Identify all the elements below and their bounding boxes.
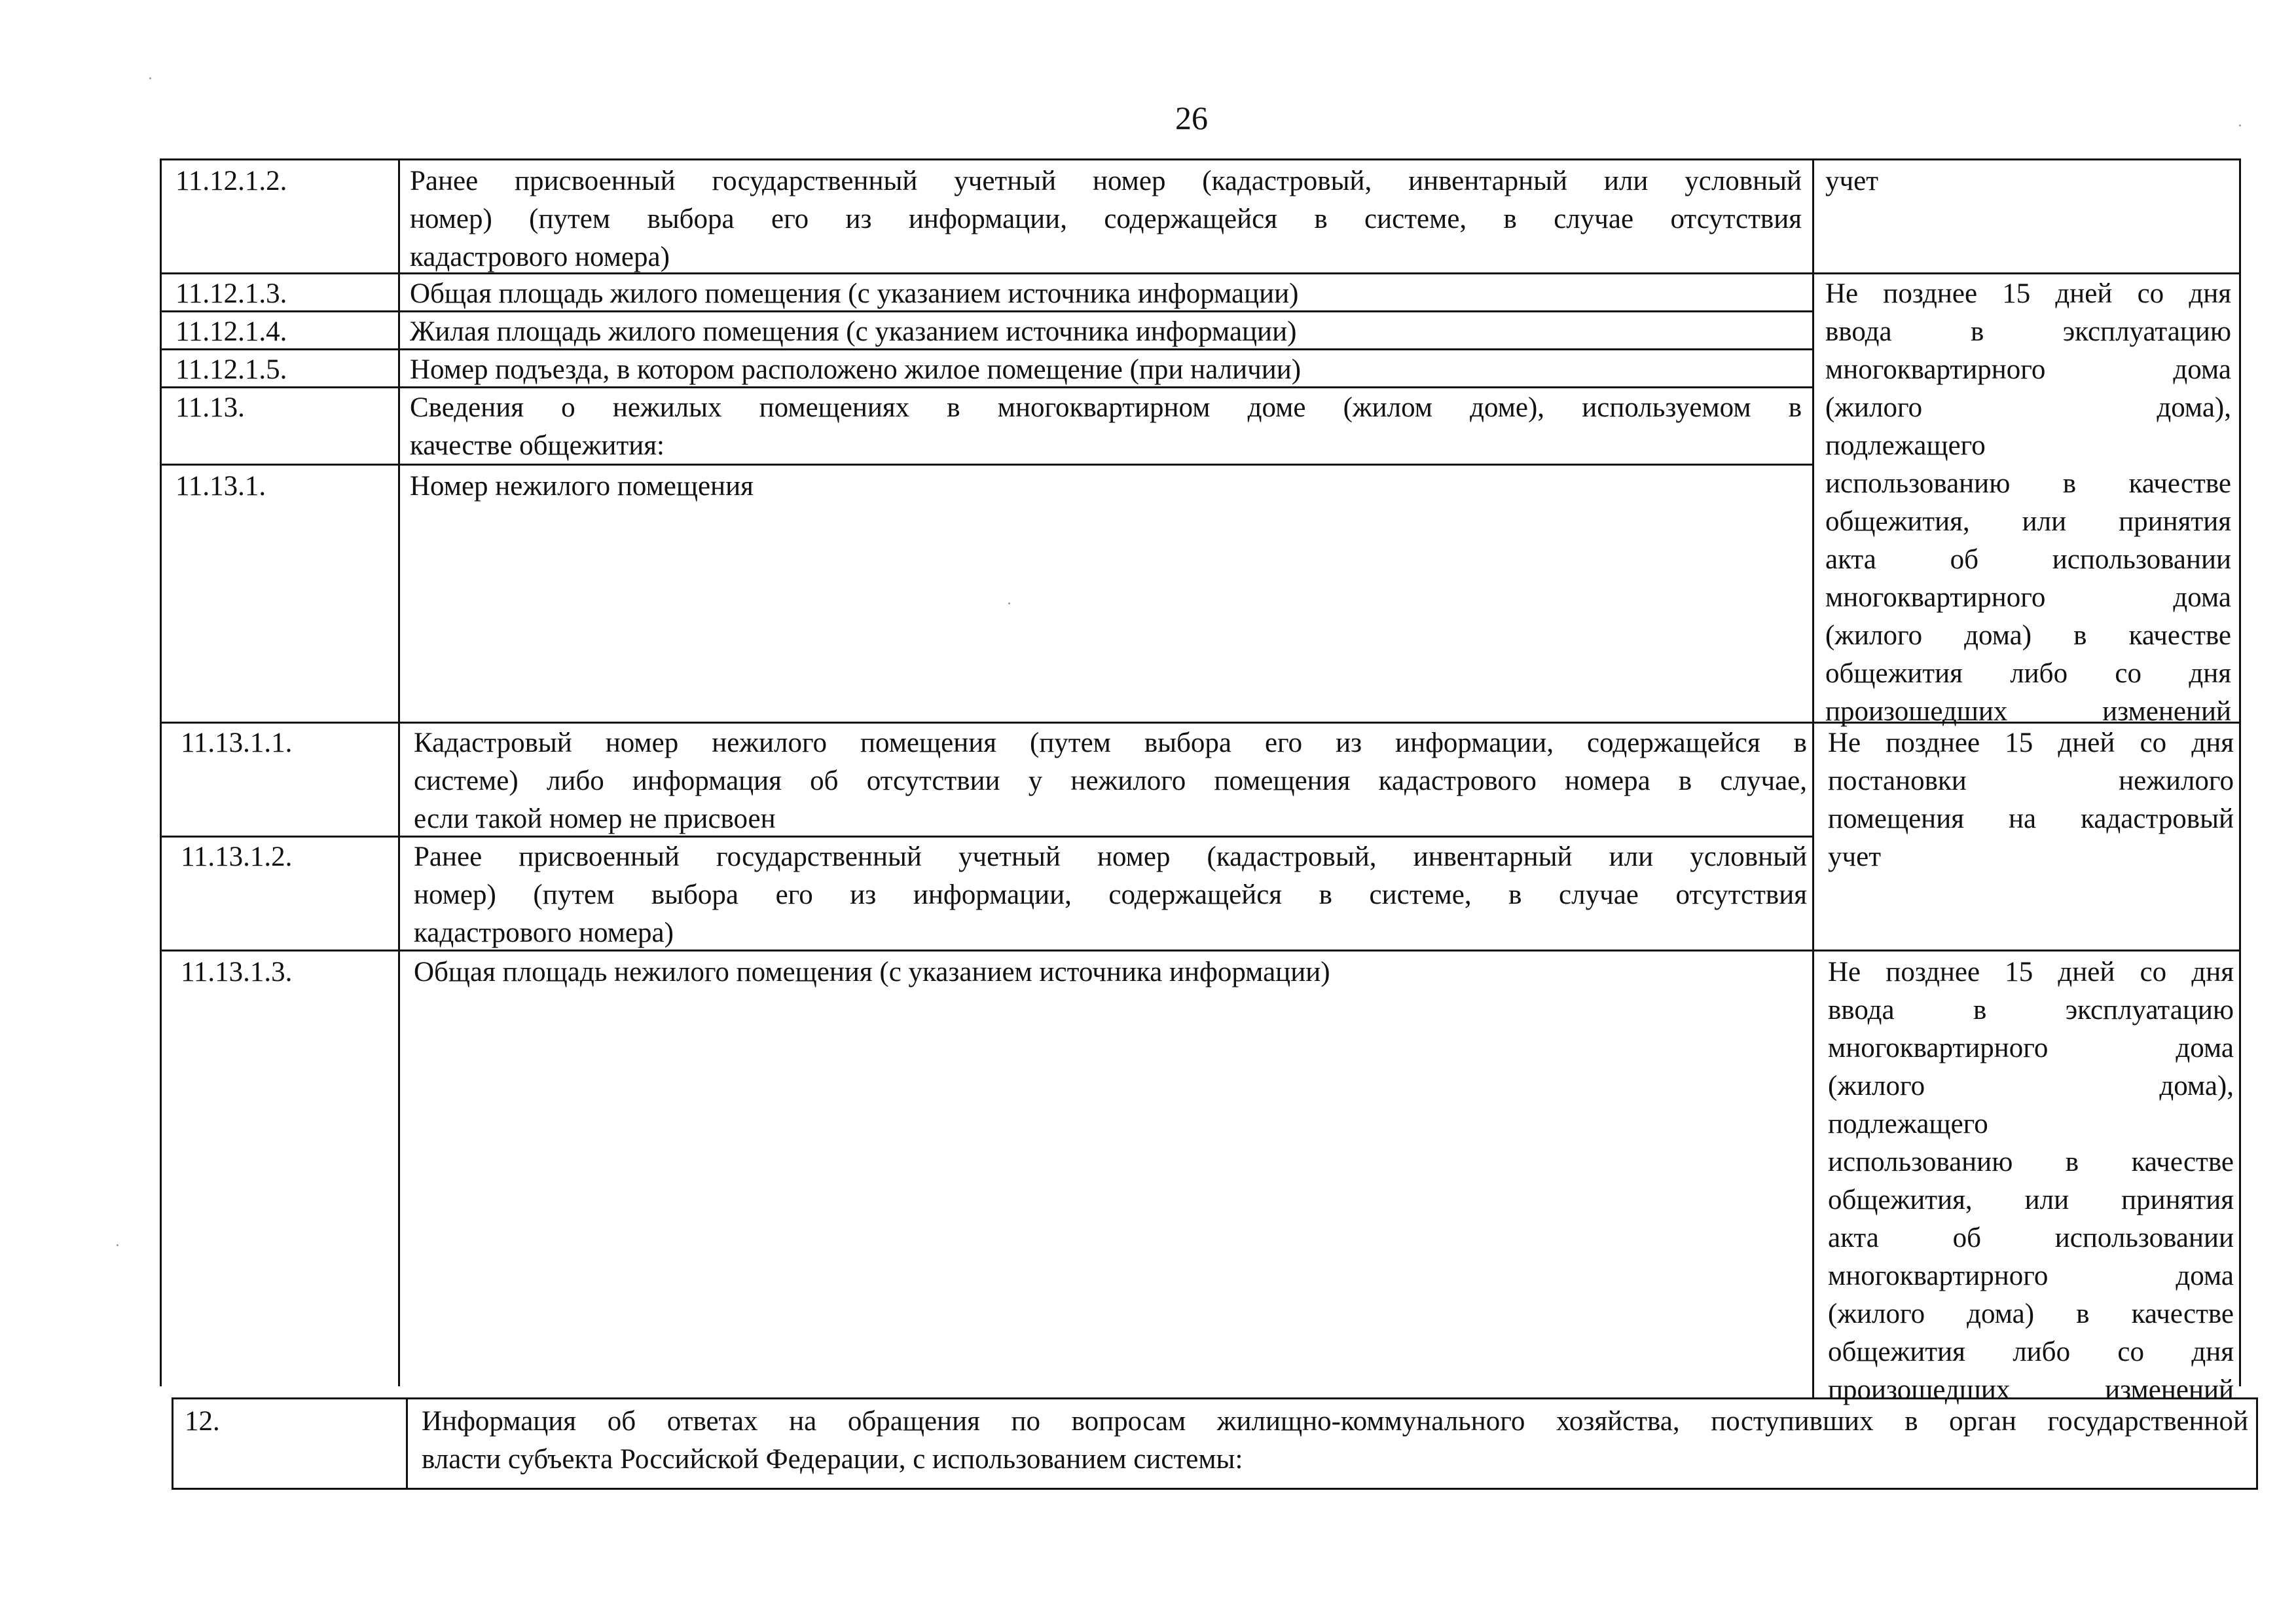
term-line: общежития либо со дня [1828, 1337, 2234, 1367]
term-line: Не позднее 15 дней со дня [1828, 957, 2234, 987]
term-line: многоквартирного дома [1828, 1261, 2234, 1291]
term-line: (жилого дома) в качестве [1828, 1299, 2234, 1329]
last-row-divider [406, 1399, 408, 1489]
row-number: 11.13. [175, 392, 245, 423]
row-number: 11.13.1.1. [181, 728, 293, 758]
scan-speck [117, 1244, 118, 1246]
row-number: 12. [185, 1406, 220, 1437]
row-description [414, 838, 1807, 952]
last-row-left-border [172, 1399, 173, 1489]
term-line: подлежащего [1828, 1109, 1988, 1139]
table-border-left [160, 158, 162, 1386]
scan-speck [1008, 602, 1010, 604]
row-description: Общая площадь жилого помещения (с указанием источника информации) [410, 278, 1299, 309]
description-line: власти субъекта Российской Федерации, с использованием системы: [422, 1444, 1243, 1475]
row-number: 11.12.1.3. [175, 278, 287, 309]
term-line: учет [1825, 166, 1879, 196]
term-line: акта об использовании [1825, 544, 2231, 575]
term-line: (жилого дома) в качестве [1825, 620, 2231, 651]
scan-speck [2239, 124, 2241, 126]
term-block-commissioning [1828, 953, 2234, 1409]
row-description: Номер подъезда, в котором расположено жилое помещение (при наличии) [410, 354, 1302, 385]
description-line: кадастрового номера) [414, 917, 674, 948]
row-number: 11.12.1.4. [175, 316, 287, 347]
row-description: Общая площадь нежилого помещения (с указанием источника информации) [414, 957, 1330, 987]
last-row-right-border [2256, 1399, 2258, 1489]
description-line: если такой номер не присвоен [414, 803, 776, 834]
description-line: Информация об ответах на обращения по вопросам жилищно-коммунального хозяйства, поступивших в орган государственной [422, 1406, 2248, 1437]
row-description [414, 724, 1807, 838]
description-line: качестве общежития: [410, 430, 665, 461]
term-line: общежития либо со дня [1825, 658, 2231, 689]
row-line-top [160, 158, 2241, 160]
term-block-commissioning [1825, 275, 2231, 731]
term-line: учет [1828, 841, 1882, 872]
description-line: Ранее присвоенный государственный учетный номер (кадастровый, инвентарный или условный [410, 166, 1802, 196]
term-line: многоквартирного дома [1828, 1033, 2234, 1063]
column-divider-2 [1812, 158, 1814, 1399]
term-line: произошедших изменений [1825, 696, 2231, 727]
row-description: Жилая площадь жилого помещения (с указанием источника информации) [410, 316, 1297, 347]
row-term [1825, 162, 2231, 200]
term-line: подлежащего [1825, 430, 1986, 461]
description-line: кадастрового номера) [410, 242, 670, 272]
row-number: 11.13.1.2. [181, 841, 293, 872]
term-line: ввода в эксплуатацию [1825, 316, 2231, 347]
scan-speck [149, 77, 151, 79]
term-line: использованию в качестве [1828, 1147, 2234, 1177]
description-line: номер) (путем выбора его из информации, содержащейся в системе, в случае отсутствия [414, 879, 1807, 910]
term-line: Не позднее 15 дней со дня [1828, 728, 2234, 758]
term-line: использованию в качестве [1825, 468, 2231, 499]
description-line: Сведения о нежилых помещениях в многоквартирном доме (жилом доме), используемом в [410, 392, 1802, 423]
row-description: Номер нежилого помещения [410, 471, 754, 502]
term-line: произошедших изменений [1828, 1375, 2234, 1405]
description-line: Ранее присвоенный государственный учетный номер (кадастровый, инвентарный или условный [414, 841, 1807, 872]
term-block-cadastral [1828, 724, 2234, 876]
row-number: 11.13.1.3. [181, 957, 293, 987]
term-line: (жилого дома), [1828, 1071, 2234, 1101]
table-border-right-upper [2239, 158, 2241, 1386]
description-line: номер) (путем выбора его из информации, содержащейся в системе, в случае отсутствия [410, 204, 1802, 234]
term-line: помещения на кадастровый [1828, 803, 2234, 834]
term-line: общежития, или принятия [1828, 1185, 2234, 1215]
term-line: Не позднее 15 дней со дня [1825, 278, 2231, 309]
term-line: многоквартирного дома [1825, 354, 2231, 385]
row-number: 11.12.1.2. [175, 166, 287, 196]
column-divider-1 [398, 158, 400, 1386]
term-line: акта об использовании [1828, 1223, 2234, 1253]
row-line-bottom [172, 1488, 2258, 1490]
row-description [410, 162, 1802, 276]
term-line: (жилого дома), [1825, 392, 2231, 423]
row-number: 11.13.1. [175, 471, 266, 502]
term-line: ввода в эксплуатацию [1828, 995, 2234, 1025]
term-line: постановки нежилого [1828, 766, 2234, 796]
term-line: многоквартирного дома [1825, 582, 2231, 613]
description-line: системе) либо информация об отсутствии у нежилого помещения кадастрового номера в случае, [414, 766, 1807, 796]
row-description [410, 389, 1802, 465]
term-line: общежития, или принятия [1825, 506, 2231, 537]
row-description [422, 1403, 2248, 1479]
row-number: 11.12.1.5. [175, 354, 287, 385]
page-number: 26 [1175, 100, 1208, 136]
description-line: Кадастровый номер нежилого помещения (путем выбора его из информации, содержащейся в [414, 728, 1807, 758]
